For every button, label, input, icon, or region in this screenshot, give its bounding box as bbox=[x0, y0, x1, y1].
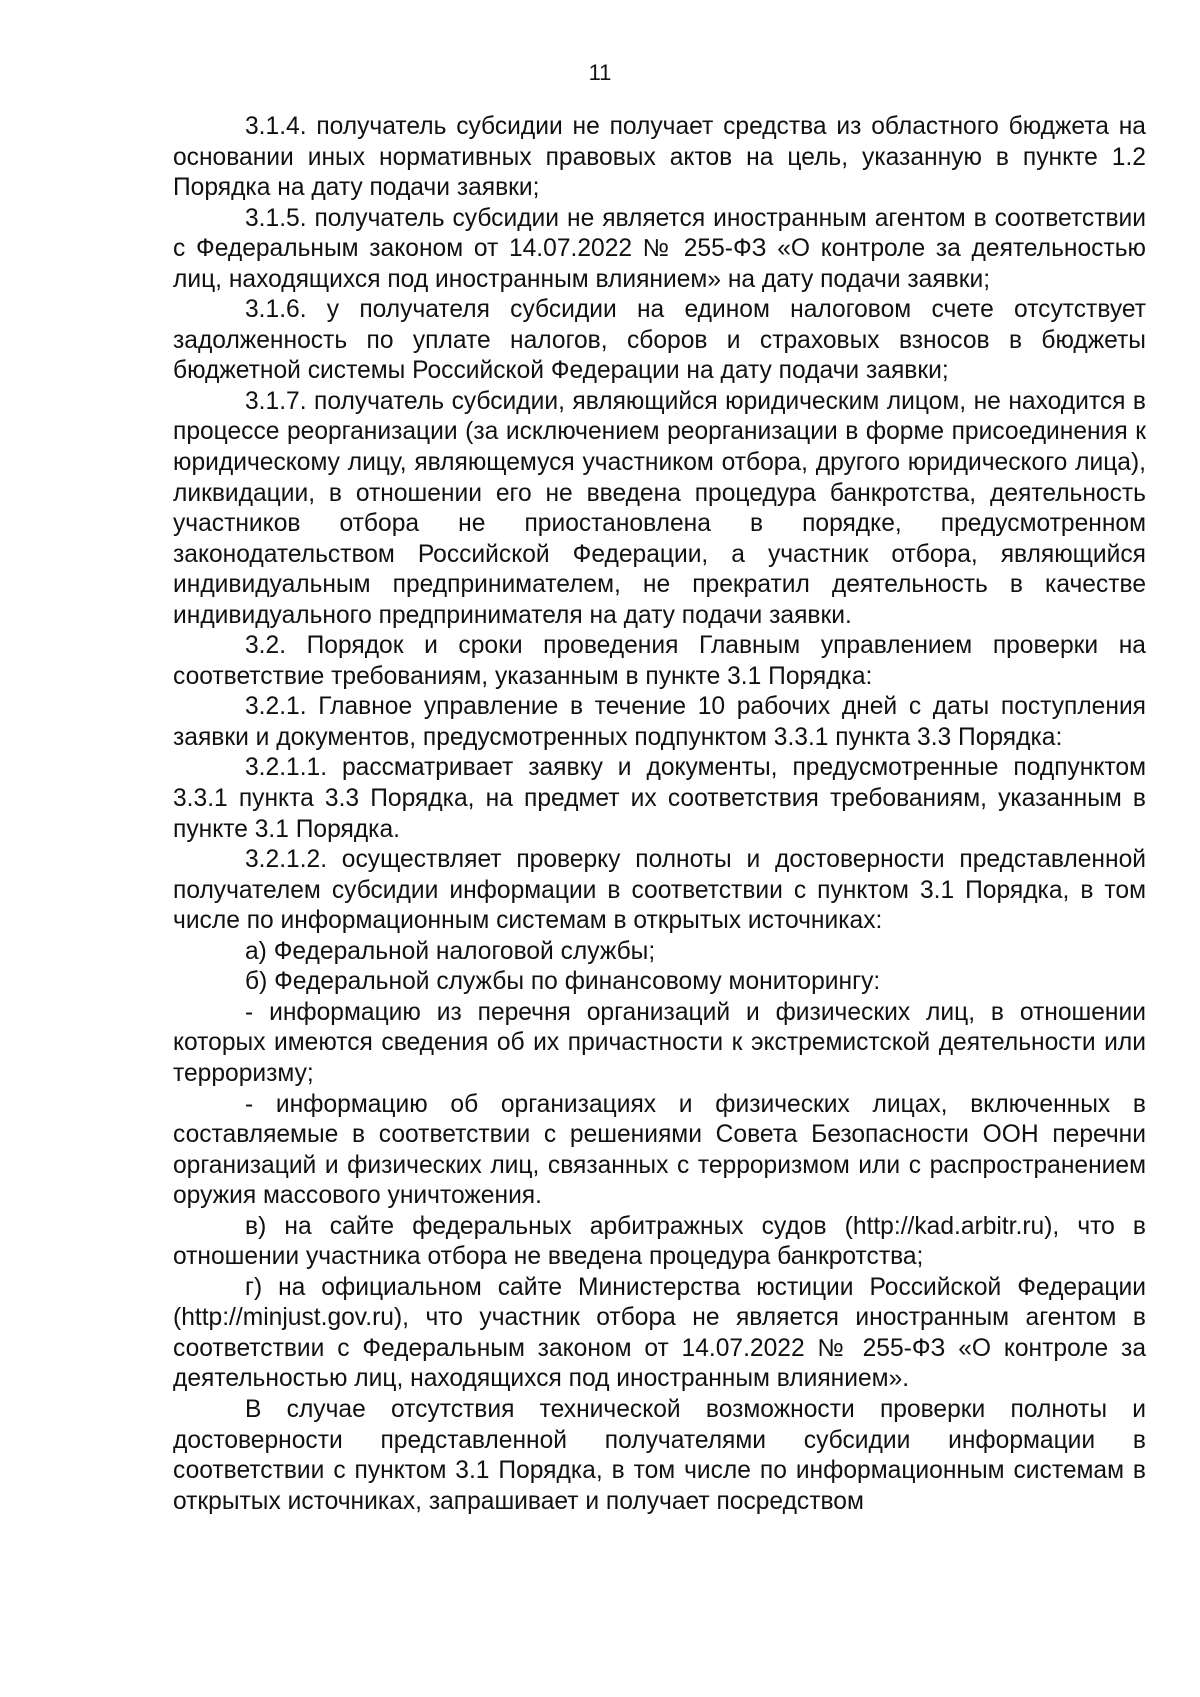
paragraph-3-1-4: 3.1.4. получатель субсидии не получает средства из областного бюджета на основании иных нормативных правовых актов на цель, указанную в пункте 1.2 Порядка на дату подачи заявки; bbox=[173, 113, 1146, 202]
page-number: 11 bbox=[588, 60, 612, 85]
paragraph-3-1-6: 3.1.6. у получателя субсидии на едином налоговом счете отсутствует задолженность по уплате налогов, сборов и страховых взносов в бюджеты бюджетной системы Российской Федерации на дату подачи заявки; bbox=[173, 296, 1146, 385]
list-item-a: а) Федеральной налоговой службы; bbox=[245, 937, 656, 965]
paragraph-3-1-7: 3.1.7. получатель субсидии, являющийся юридическим лицом, не находится в процессе реорганизации (за исключением реорганизации в форме присоединения к юридическому лицу, являющемуся участником отбора, другого юридического лица), ликвидации, в отношении его не введена процедура банкротства, деятельность участников отбора не приостановлена в порядке, предусмотренном законодательством Российской Федерации, а участник отбора, являющийся индивидуальным предпринимателем, не прекратил деятельность в качестве индивидуального предпринимателя на дату подачи заявки. bbox=[173, 387, 1146, 629]
paragraph-3-2-1-1: 3.2.1.1. рассматривает заявку и документы, предусмотренные подпунктом 3.3.1 пункта 3.3 Порядка, на предмет их соответствия требованиям, указанным в пункте 3.1 Порядка. bbox=[173, 754, 1146, 843]
paragraph-3-1-5: 3.1.5. получатель субсидии не является иностранным агентом в соответствии с Федеральным законом от 14.07.2022 № 255-ФЗ «О контроле за деятельностью лиц, находящихся под иностранным влиянием» на дату подачи заявки; bbox=[173, 204, 1146, 293]
paragraph-3-2-1: 3.2.1. Главное управление в течение 10 рабочих дней с даты поступления заявки и документов, предусмотренных подпунктом 3.3.1 пункта 3.3 Порядка: bbox=[173, 693, 1146, 751]
paragraph-3-2: 3.2. Порядок и сроки проведения Главным управлением проверки на соответствие требованиям, указанным в пункте 3.1 Порядка: bbox=[173, 632, 1146, 690]
list-item-b-dash-1: - информацию из перечня организаций и физических лиц, в отношении которых имеются сведения об их причастности к экстремистской деятельности или терроризму; bbox=[173, 998, 1146, 1087]
list-item-g: г) на официальном сайте Министерства юстиции Российской Федерации (http://minjust.gov.ru), что участник отбора не является иностранным агентом в соответствии с Федеральным законом от 14.07.2022 № 255-ФЗ «О контроле за деятельностью лиц, находящихся под иностранным влиянием». bbox=[173, 1273, 1146, 1393]
list-item-v: в) на сайте федеральных арбитражных судов (http://kad.arbitr.ru), что в отношении участника отбора не введена процедура банкротства; bbox=[173, 1212, 1146, 1271]
paragraph-3-2-1-2: 3.2.1.2. осуществляет проверку полноты и достоверности представленной получателем субсидии информации в соответствии с пунктом 3.1 Порядка, в том числе по информационным системам в открытых источниках: bbox=[173, 846, 1146, 935]
paragraph-no-technical-possibility: В случае отсутствия технической возможности проверки полноты и достоверности представленной получателями субсидии информации в соответствии с пунктом 3.1 Порядка, в том числе по информационным системам в открытых источниках, запрашивает и получает посредством bbox=[173, 1395, 1146, 1515]
document-body bbox=[173, 112, 1146, 1517]
list-item-b-dash-2: - информацию об организациях и физических лицах, включенных в составляемые в соответствии с решениями Совета Безопасности ООН перечни организаций и физических лиц, связанных с терроризмом или с распространением оружия массового уничтожения. bbox=[173, 1090, 1146, 1210]
list-item-b: б) Федеральной службы по финансовому мониторингу: bbox=[245, 968, 881, 996]
